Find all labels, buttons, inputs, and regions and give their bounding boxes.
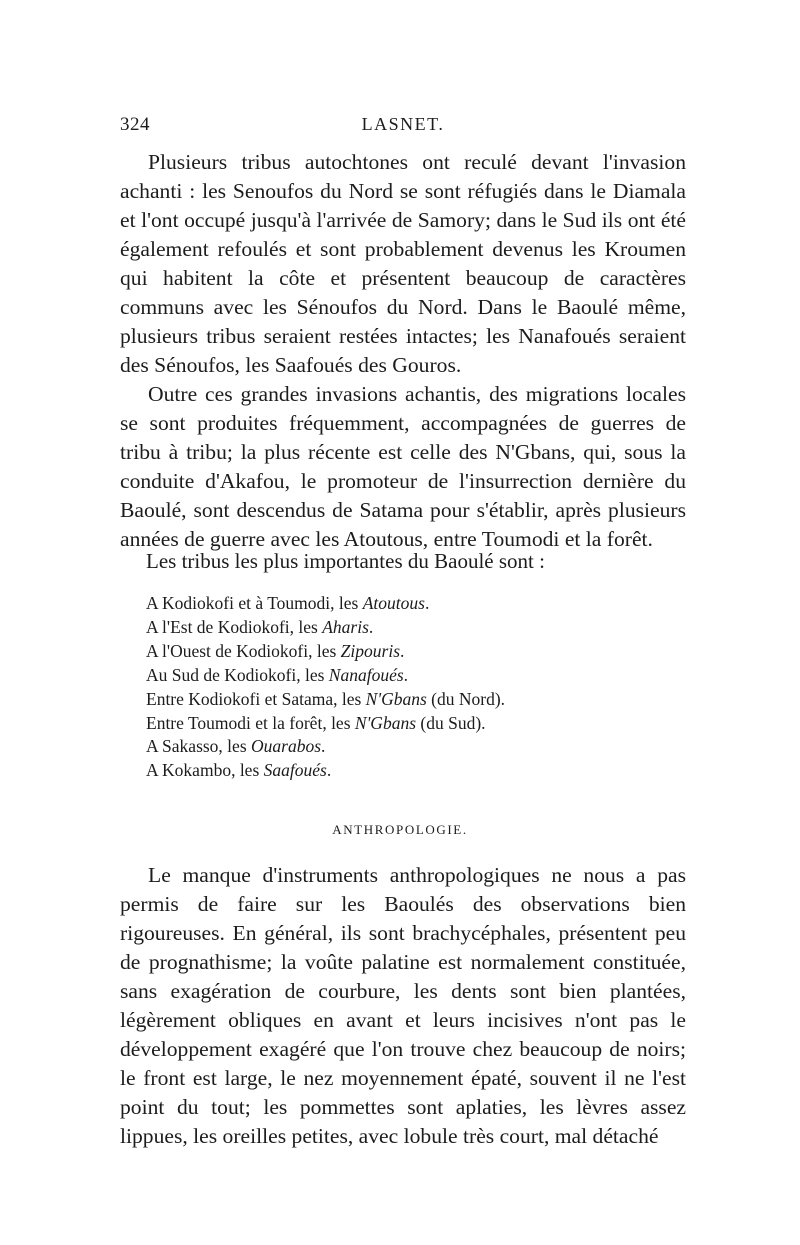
anthropology-text <box>120 861 686 1151</box>
paragraph-migrations: Outre ces grandes invasions achantis, des migrations locales se sont produites fréquemment, accompagnées de guerres de tribu à tribu; la plus récente est celle des N'Gbans, qui, sous la conduite d'Akafou, le promoteur de l'insurrection dernière du Baoulé, sont descendus de Satama pour s'établir, après plusieurs années de guerre avec les Atoutous, entre Toumodi et la forêt. <box>120 382 686 551</box>
tribe-location: A Kodiokofi et à Toumodi, les <box>146 593 363 613</box>
list-item <box>146 712 505 736</box>
list-item <box>146 640 505 664</box>
tribe-suffix: . <box>400 640 405 661</box>
tribe-suffix: . <box>424 593 430 613</box>
tribe-name: Nanafoués <box>328 664 404 685</box>
tribes-list <box>146 592 505 783</box>
tribe-location: A l'Est de Kodiokofi, les <box>146 616 323 637</box>
list-item <box>146 735 505 759</box>
tribe-location: A l'Ouest de Kodiokofi, les <box>146 640 341 661</box>
paragraph-anthropology: Le manque d'instruments anthropologiques ne nous a pas permis de faire sur les Baoulés des observations bien rigoureuses. En général, ils sont brachycéphales, présentent peu de prognathisme; la voûte palatine est normalement constituée, sans exagération de courbure, les dents sont bien plantées, légèrement obliques en avant et leurs incisives n'ont pas le développement exagéré que l'on trouve chez beaucoup de noirs; le front est large, le nez moyennement épaté, souvent il ne l'est point du tout; les pommettes sont aplaties, les lèvres assez lippues, les oreilles petites, avec lobule très court, mal détaché <box>120 863 686 1148</box>
tribe-name: N'Gbans <box>354 712 417 733</box>
tribe-location: Entre Toumodi et la forêt, les <box>146 712 355 733</box>
list-item <box>146 664 505 688</box>
tribe-name: N'Gbans <box>365 688 427 709</box>
tribe-location: A Kokambo, les <box>146 760 264 781</box>
list-item <box>146 759 505 783</box>
tribes-intro: Les tribus les plus importantes du Baoulé sont : <box>146 549 545 573</box>
tribe-name: Saafoués <box>263 760 327 781</box>
list-item <box>146 616 505 640</box>
tribe-suffix: . <box>368 616 374 637</box>
tribe-suffix: (du Sud). <box>416 712 486 733</box>
list-item <box>146 688 505 712</box>
page-header <box>120 114 686 138</box>
tribe-suffix: . <box>326 760 332 781</box>
tribe-location: Entre Kodiokofi et Satama, les <box>146 688 366 709</box>
running-head: LASNET. <box>361 114 445 134</box>
history-text <box>120 148 686 554</box>
section-heading: ANTHROPOLOGIE. <box>332 822 468 837</box>
page-number: 324 <box>120 114 150 135</box>
tribe-suffix: . <box>321 736 326 757</box>
tribe-location: Au Sud de Kodiokofi, les <box>146 664 329 685</box>
list-item <box>146 592 505 616</box>
paragraph-invasions: Plusieurs tribus autochtones ont reculé devant l'invasion achanti : les Senoufos du Nord se sont réfugiés dans le Diamala et l'ont occupé jusqu'à l'arrivée de Samory; dans le Sud ils ont été également refoulés et sont probablement devenus les Kroumen qui habitent la côte et présentent beaucoup de caractères communs avec les Sénoufos du Nord. Dans le Baoulé même, plusieurs tribus seraient restées intactes; les Nanafoués seraient des Sénoufos, les Saafoués des Gouros. <box>120 150 686 377</box>
tribe-suffix: . <box>403 664 409 685</box>
tribe-name: Aharis <box>322 616 369 637</box>
tribe-name: Zipouris <box>340 640 400 661</box>
tribe-location: A Sakasso, les <box>146 736 251 757</box>
tribe-name: Ouarabos <box>251 736 322 757</box>
tribe-suffix: (du Nord). <box>426 688 506 709</box>
tribe-name: Atoutous <box>362 593 425 613</box>
